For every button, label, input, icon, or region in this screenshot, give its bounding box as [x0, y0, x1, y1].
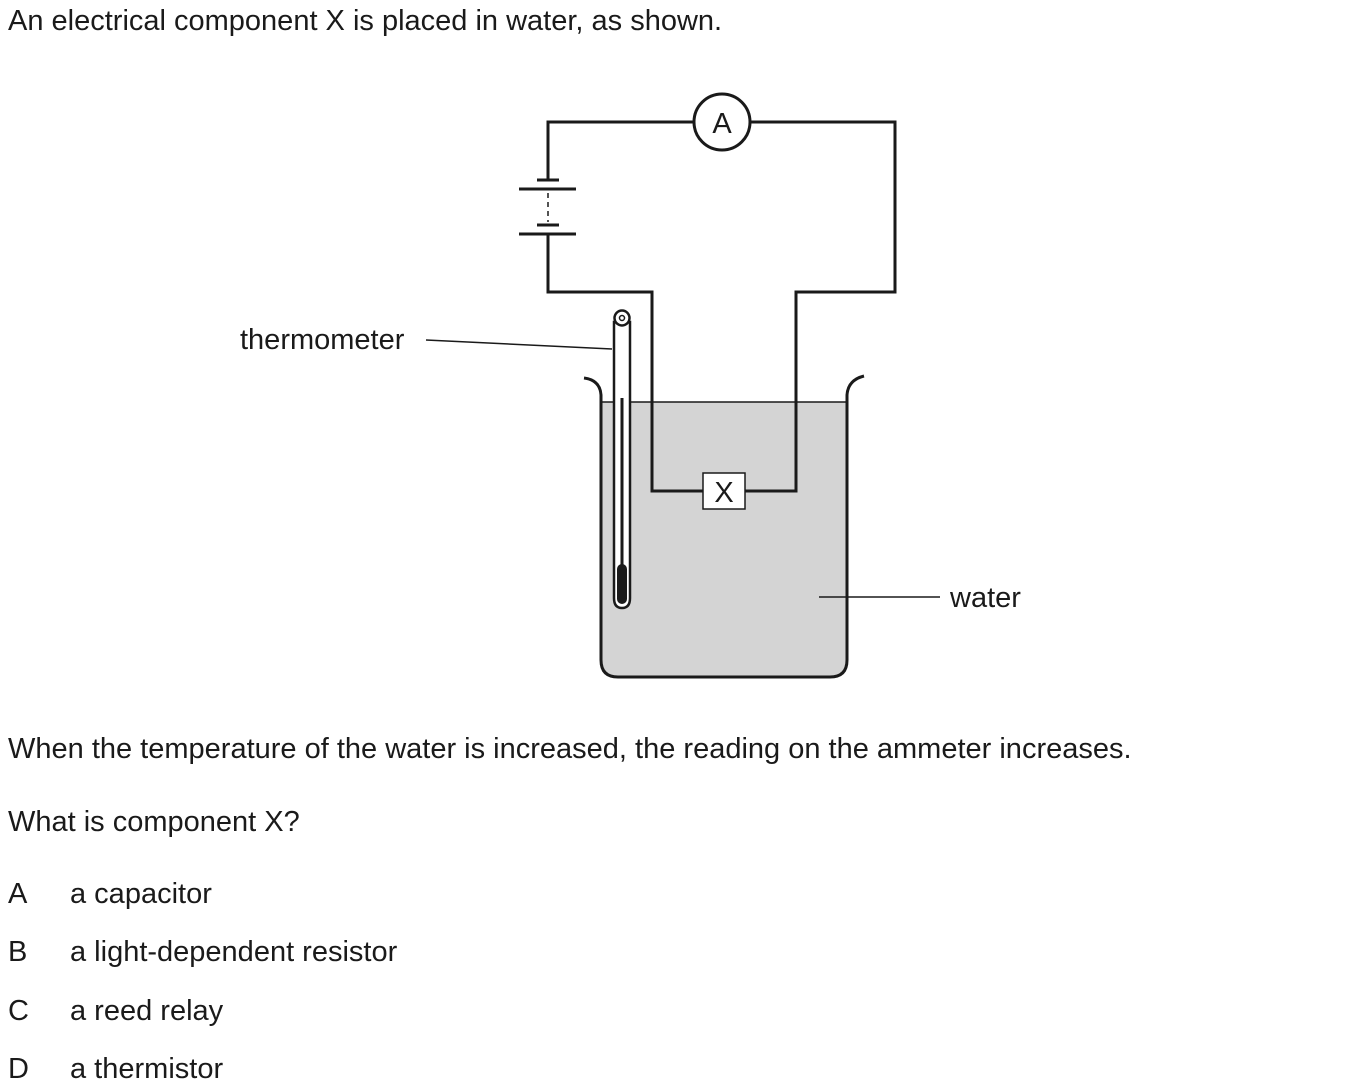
question-intro: An electrical component X is placed in water, as shown.: [8, 5, 723, 37]
option-text: a thermistor: [70, 1053, 224, 1085]
option-letter: B: [8, 936, 28, 968]
water-label: water: [950, 582, 1021, 614]
thermometer-label: thermometer: [240, 324, 405, 356]
option-letter: A: [8, 878, 28, 910]
component-x: [703, 473, 745, 509]
thermometer-leader: [426, 340, 612, 349]
option-text: a capacitor: [70, 878, 212, 910]
option-text: a reed relay: [70, 995, 224, 1027]
ammeter-icon: [694, 94, 750, 150]
question-statement: When the temperature of the water is increased, the reading on the ammeter increases.: [8, 733, 1132, 765]
water-fill: [602, 402, 846, 676]
battery-icon: [519, 180, 576, 234]
ammeter-symbol: A: [712, 108, 732, 140]
component-x-symbol: X: [714, 477, 734, 509]
option-letter: D: [8, 1053, 29, 1085]
option-text: a light-dependent resistor: [70, 936, 398, 968]
question-prompt: What is component X?: [8, 806, 300, 838]
option-letter: C: [8, 995, 29, 1027]
thermometer-icon: [614, 311, 630, 609]
